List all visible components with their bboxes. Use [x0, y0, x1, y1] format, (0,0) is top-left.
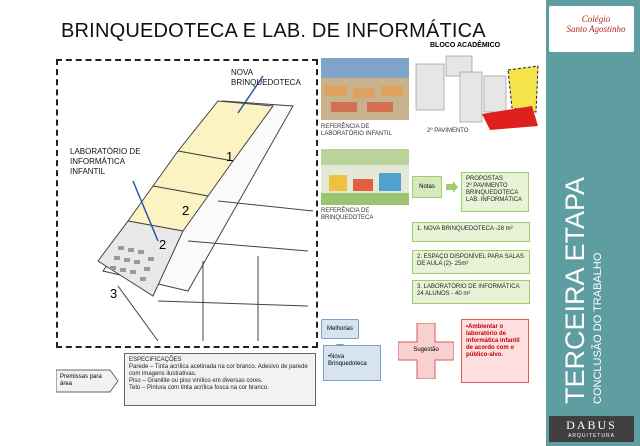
brand-name: DABUS — [566, 418, 617, 432]
premissas-label: Premissas para área — [60, 374, 102, 387]
logo-text — [566, 14, 626, 34]
lab-reference-photo — [321, 58, 409, 120]
logo-line2: Santo Agostinho — [566, 24, 626, 34]
room-number-2b: 2 — [159, 237, 167, 252]
nota-item-3: 3. LABORATÓRIO DE INFORMÁTICA 24 ALUNOS - 40 m² — [412, 280, 530, 304]
room-number-1: 1 — [226, 149, 234, 164]
propostas-box: PROPOSTAS 2º PAVIMENTO BRINQUEDOTECA LAB. INFORMÁTICA — [461, 172, 529, 212]
brinq-photo-art — [321, 149, 409, 205]
brand-sub: ARQUITETURA — [568, 433, 615, 439]
brand-logo — [549, 416, 634, 442]
bloco-title: BLOCO ACADÊMICO — [430, 42, 501, 49]
spec-body: Parede – Tinta acrílica acetinada na cor branco. Adesivo de parede com imagens ilustrativas. Piso – Granilite ou piso vinílico em diversas cores. Teto – Pintura com tinta acrílica fosca na cor branco. — [129, 364, 308, 391]
lab-informatica-label: LABORATÓRIO DE INFORMÁTICA INFANTIL — [70, 147, 141, 176]
notas-arrow-icon — [446, 180, 458, 192]
bloco-floor-label: 2º PAVIMENTO — [427, 128, 469, 134]
brinquedoteca-reference-photo — [321, 149, 409, 205]
nota-item-2: 2. ESPAÇO DISPONÍVEL PARA SALAS DE AULA (2)- 25m² — [412, 250, 530, 274]
bloco-diagram — [412, 52, 544, 134]
page-title: BRINQUEDOTECA E LAB. DE INFORMÁTICA — [61, 20, 486, 42]
lab-reference-caption: REFERÊNCIA DE LABORATÓRIO INFANTIL — [321, 124, 392, 137]
sugestao-label: Sugestão — [413, 347, 439, 353]
nova-brinquedoteca-box: •Nova Brinquedoteca — [323, 345, 381, 381]
room-number-3: 3 — [110, 286, 118, 301]
logo-line1: Colégio — [581, 14, 611, 24]
stage-title: TERCEIRA ETAPA — [560, 176, 590, 404]
stage-subtitle: CONCLUSÃO DO TRABALHO — [592, 252, 604, 404]
notas-box: Notas — [412, 176, 442, 198]
brinquedoteca-reference-caption: REFERÊNCIA DE BRINQUEDOTECA — [321, 208, 374, 221]
nova-brinquedoteca-label: NOVA BRINQUEDOTECA — [231, 68, 301, 87]
stage-title-block — [558, 176, 618, 408]
spec-title: ESPECIFICAÇÕES — [129, 357, 182, 363]
sugestao-text-box: •Ambientar o laboratório de informática infantil de acordo com o público-alvo. — [461, 319, 529, 383]
room-number-2a: 2 — [182, 203, 190, 218]
melhorias-box: Melhorias — [321, 319, 359, 339]
nota-item-1: 1. NOVA BRINQUEDOTECA -28 m² — [412, 222, 530, 242]
lab-photo-art — [321, 58, 409, 120]
bloco-plan-art — [412, 52, 544, 134]
specifications-box — [124, 353, 316, 406]
